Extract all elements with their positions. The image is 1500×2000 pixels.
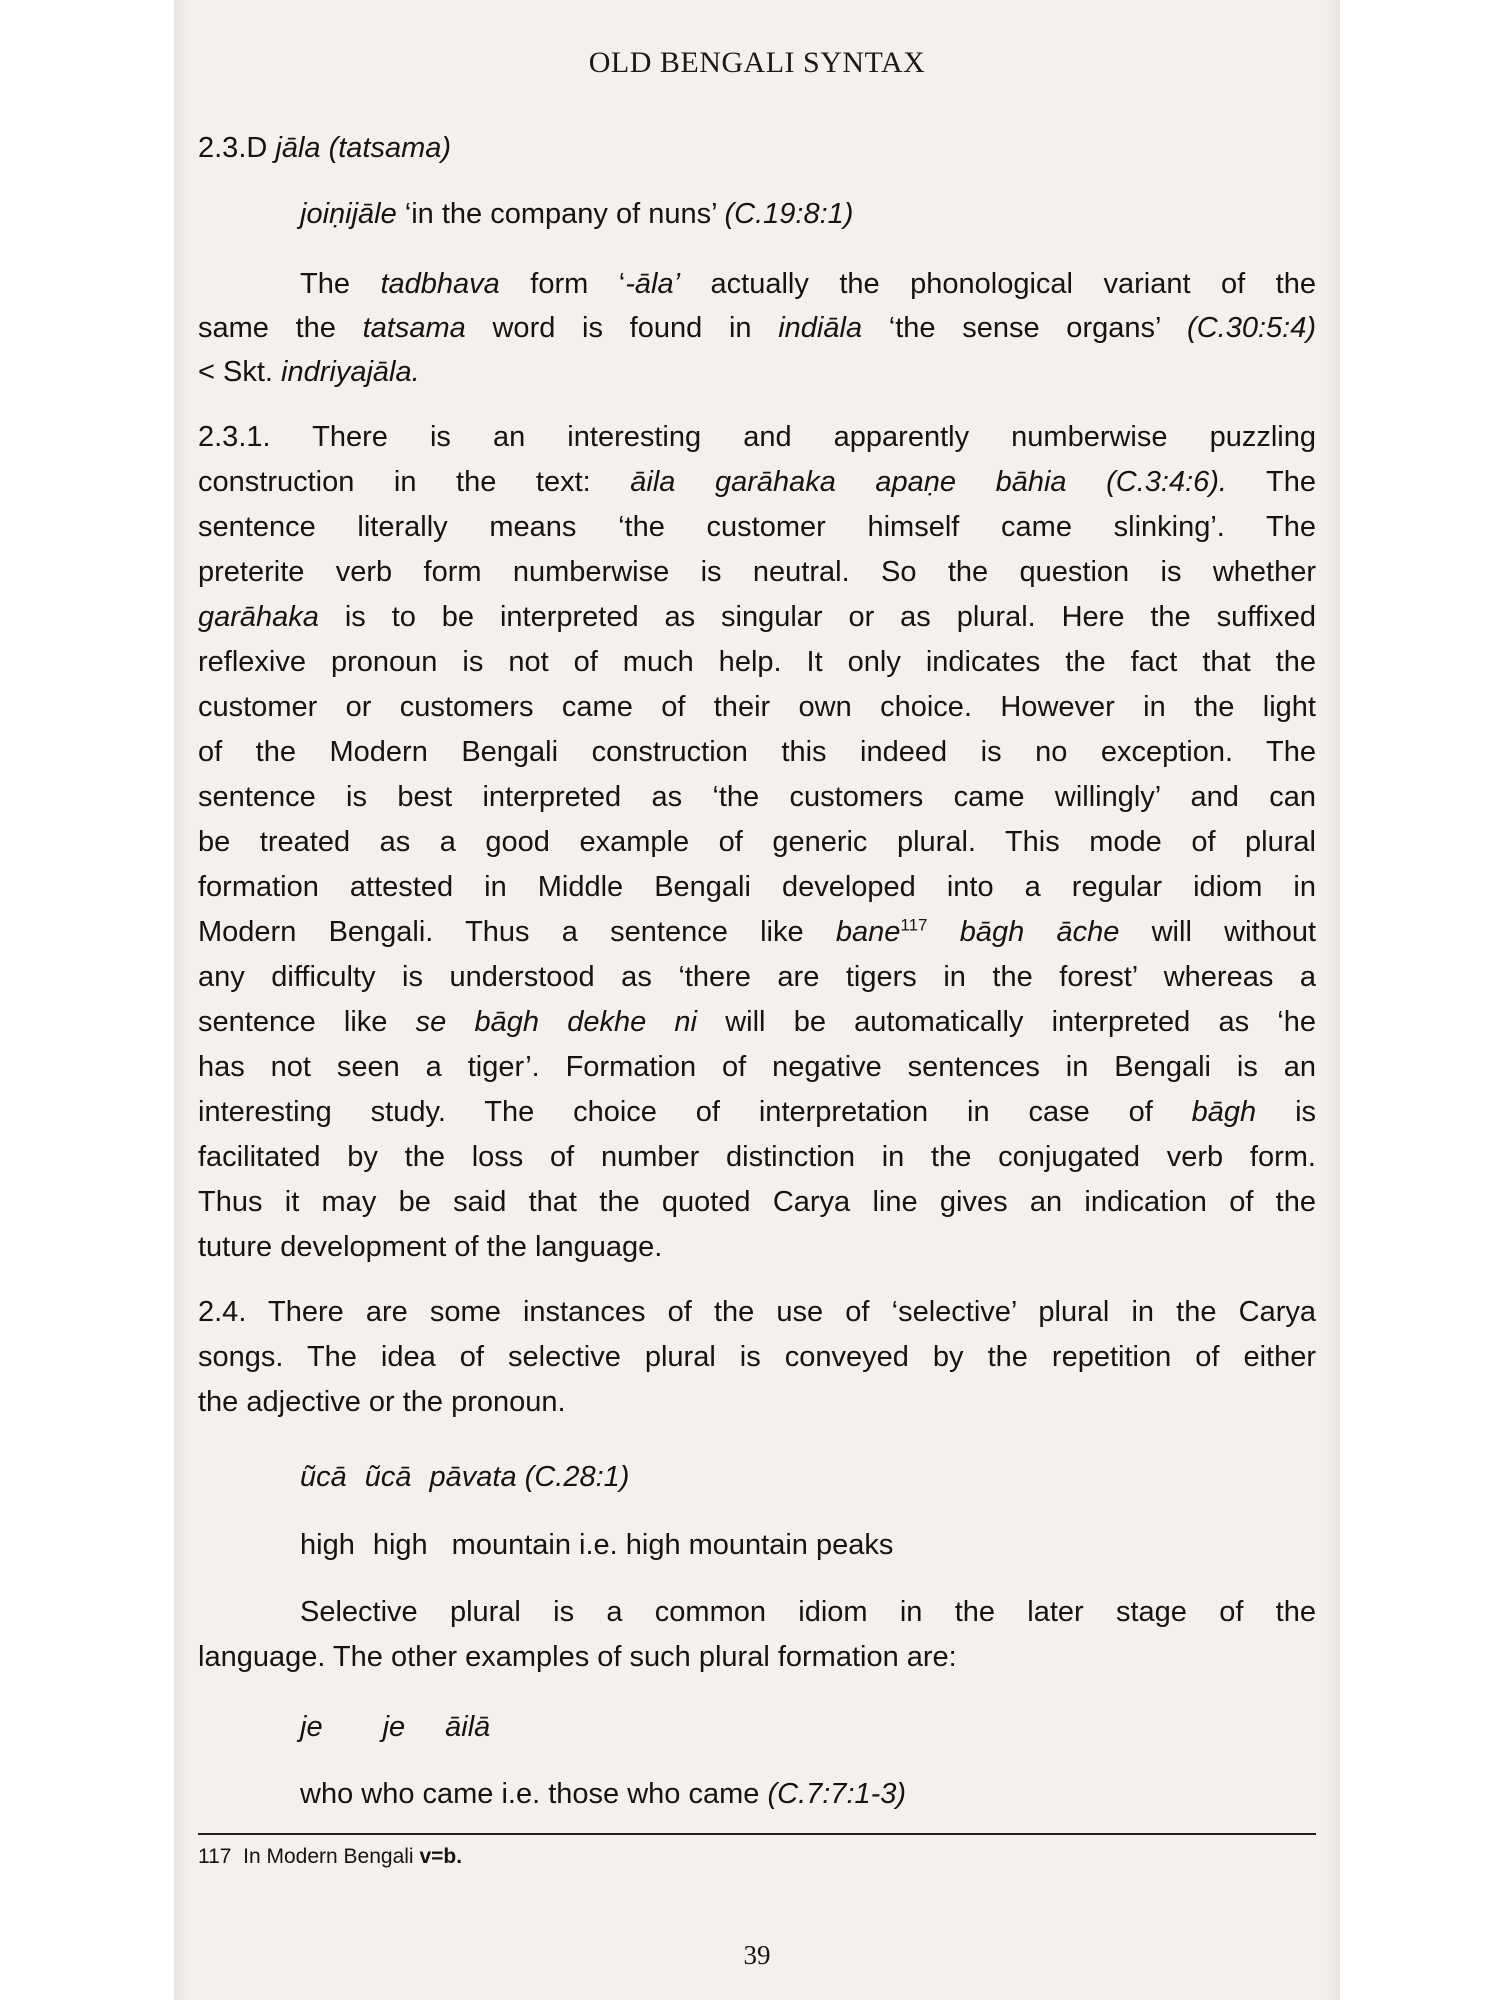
paragraph-line: sentence is best interpreted as ‘the customers came willingly’ and can — [198, 781, 1316, 813]
page-edge-right — [1326, 0, 1340, 2000]
text-run: is to be interpreted as singular or as plural. Here the suffixed — [318, 601, 1316, 633]
paragraph-line — [198, 460, 1316, 505]
footnote-formula: v=b. — [419, 1845, 463, 1868]
example-word: joiṇijāle — [300, 198, 397, 230]
heading-number: 2.3.D — [198, 132, 276, 164]
text-run: The — [1226, 466, 1316, 498]
running-head: OLD BENGALI SYNTAX — [588, 46, 926, 79]
paragraph-line — [198, 306, 1316, 351]
example-gloss-uca — [300, 1523, 893, 1568]
term-tatsama: tatsama — [362, 312, 466, 344]
paragraph-line: of the Modern Bengali construction this indeed is no exception. The — [198, 736, 1316, 768]
paragraph-line: preterite verb form numberwise is neutral. So the question is whether — [198, 556, 1316, 588]
paragraph-line: has not seen a tiger’. Formation of negative sentences in Bengali is an — [198, 1051, 1316, 1083]
paragraph-line: language. The other examples of such plural formation are: — [198, 1641, 957, 1673]
term-garahaka: garāhaka — [198, 601, 319, 633]
text-run: ‘the sense organs’ — [862, 312, 1188, 344]
footnote — [198, 1845, 462, 1869]
paragraph-line — [198, 262, 1316, 307]
text-run: construction in the text: — [198, 466, 631, 498]
page-number: 39 — [743, 1940, 771, 1970]
gloss-word: high — [300, 1529, 355, 1561]
text-run: sentence like — [198, 1006, 416, 1038]
example-word: āilā — [445, 1711, 491, 1743]
footnote-rule — [198, 1833, 1316, 1835]
section-heading-2-3-d — [198, 126, 1316, 171]
page-edge-left — [174, 0, 188, 2000]
paragraph-line: 2.4. There are some instances of the use of ‘selective’ plural in the Carya — [198, 1296, 1316, 1328]
gloss-text: mountain i.e. high mountain peaks — [451, 1529, 894, 1561]
reference: (C.7:7:1-3) — [767, 1778, 907, 1810]
term-ala: -āla’ — [625, 268, 681, 300]
paragraph-line: Selective plural is a common idiom in the later stage of the — [300, 1596, 1316, 1628]
gloss-word: high — [372, 1529, 428, 1561]
footnote-marker: 117 — [900, 915, 928, 935]
paragraph-line: 2.3.1. There is an interesting and apparently numberwise puzzling — [198, 421, 1316, 453]
text-run: is — [1256, 1096, 1317, 1128]
paragraph-line: sentence literally means ‘the customer himself came slinking’. The — [198, 511, 1316, 543]
text-run: form ‘ — [499, 268, 626, 300]
text-run: will be automatically interpreted as ‘he — [697, 1006, 1316, 1038]
paragraph-line: any difficulty is understood as ‘there are tigers in the forest’ whereas a — [198, 961, 1316, 993]
example-gloss-je — [300, 1772, 906, 1817]
text-run: actually the phonological variant of the — [680, 268, 1316, 300]
gloss-text: who who came i.e. those who came — [300, 1778, 768, 1810]
example-word: ũcā — [364, 1461, 412, 1493]
reference: (C.30:5:4) — [1187, 312, 1316, 344]
example-word: je — [300, 1711, 323, 1743]
heading-term: jāla (tatsama) — [275, 132, 452, 164]
paragraph-line: formation attested in Middle Bengali developed into a regular idiom in — [198, 871, 1316, 903]
paragraph-line: facilitated by the loss of number distinction in the conjugated verb form. — [198, 1141, 1316, 1173]
term-bane: bane — [835, 916, 901, 948]
paragraph-line: reflexive pronoun is not of much help. It only indicates the fact that the — [198, 646, 1316, 678]
text-run: word is found in — [465, 312, 779, 344]
example-reference: (C.19:8:1) — [724, 198, 854, 230]
example-gloss: ‘in the company of nuns’ — [396, 198, 725, 230]
text-run: interesting study. The choice of interpretation in case of — [198, 1096, 1192, 1128]
term-tadbhava: tadbhava — [380, 268, 500, 300]
text-run: Modern Bengali. Thus a sentence like — [198, 916, 836, 948]
paragraph-line: customer or customers came of their own choice. However in the light — [198, 691, 1316, 723]
text-run: will without — [1119, 916, 1317, 948]
example-je-je — [300, 1705, 490, 1750]
example-joinijale — [300, 192, 853, 237]
text-run: The — [300, 268, 381, 300]
paragraph-line: be treated as a good example of generic plural. This mode of plural — [198, 826, 1316, 858]
example-word: je — [382, 1711, 406, 1743]
example-word: ũcā — [300, 1461, 347, 1493]
paragraph-line: tuture development of the language. — [198, 1231, 663, 1263]
footnote-text: In Modern Bengali — [243, 1845, 420, 1868]
example-uca — [300, 1455, 629, 1500]
text-run: < Skt. — [198, 356, 282, 388]
footnote-number: 117 — [198, 1845, 232, 1868]
quoted-phrase: se bāgh dekhe ni — [415, 1006, 697, 1038]
term-bagh: bāgh — [1191, 1096, 1257, 1128]
quoted-phrase: āila garāhaka apaṇe bāhia (C.3:4:6). — [630, 466, 1227, 498]
paragraph-line: songs. The idea of selective plural is conveyed by the repetition of either — [198, 1341, 1316, 1373]
paragraph-line — [198, 1000, 1316, 1045]
paragraph-line — [198, 595, 1316, 640]
paragraph-line: the adjective or the pronoun. — [198, 1386, 566, 1418]
paragraph-line — [198, 1090, 1316, 1135]
term-sanskrit: indriyajāla. — [281, 356, 420, 388]
term-bagh-ache: bāgh āche — [927, 916, 1120, 948]
text-run: same the — [198, 312, 363, 344]
paragraph-line: Thus it may be said that the quoted Carya line gives an indication of the — [198, 1186, 1316, 1218]
example-word: pāvata (C.28:1) — [429, 1461, 630, 1493]
term-indiala: indiāla — [778, 312, 863, 344]
paragraph-line — [198, 350, 1316, 395]
paragraph-line — [198, 910, 1316, 955]
